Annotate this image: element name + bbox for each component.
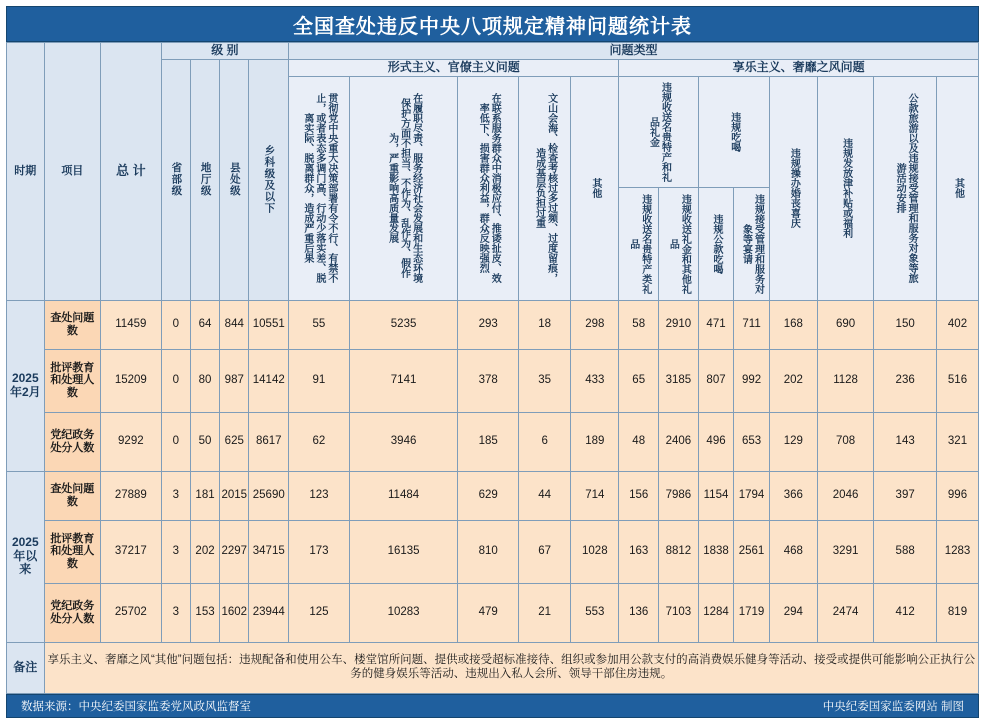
item-label: 党纪政务处分人数 [44, 412, 100, 471]
level-value: 3 [161, 471, 190, 520]
level-value: 34715 [249, 520, 289, 583]
table-row [7, 412, 979, 471]
total-value: 15209 [101, 349, 162, 412]
hedonism-value: 150 [874, 300, 937, 349]
hedonism-value: 294 [769, 583, 817, 642]
table-row [7, 520, 979, 583]
formalism-value: 298 [571, 300, 619, 349]
level-value: 3 [161, 520, 190, 583]
header-level-prefecture: 地厅级 [190, 59, 219, 300]
formalism-value: 55 [289, 300, 350, 349]
header-level-township: 乡科级及以下 [249, 59, 289, 300]
hedonism-value: 8812 [659, 520, 699, 583]
footer-bar [6, 694, 979, 718]
formalism-value: 91 [289, 349, 350, 412]
hedonism-value: 143 [874, 412, 937, 471]
header-hedonism-public-dining: 违规公款吃喝 [698, 187, 734, 300]
formalism-value: 185 [458, 412, 519, 471]
header-formalism-group: 形式主义、官僚主义问题 [289, 59, 619, 76]
header-hedonism-gifts-group: 违规收送名贵特产和礼品礼金 [619, 76, 698, 187]
level-value: 0 [161, 300, 190, 349]
header-hedonism-weddings: 违规操办婚丧喜庆 [769, 76, 817, 300]
formalism-value: 378 [458, 349, 519, 412]
hedonism-value: 236 [874, 349, 937, 412]
formalism-value: 189 [571, 412, 619, 471]
level-value: 8617 [249, 412, 289, 471]
header-item: 项目 [44, 43, 100, 301]
level-value: 50 [190, 412, 219, 471]
hedonism-value: 1128 [817, 349, 873, 412]
level-value: 0 [161, 412, 190, 471]
total-value: 25702 [101, 583, 162, 642]
hedonism-value: 496 [698, 412, 734, 471]
hedonism-value: 711 [734, 300, 770, 349]
item-label: 批评教育和处理人数 [44, 349, 100, 412]
chart-maker: 中央纪委国家监委网站 制图 [822, 700, 964, 713]
level-value: 14142 [249, 349, 289, 412]
hedonism-value: 1154 [698, 471, 734, 520]
total-value: 9292 [101, 412, 162, 471]
level-value: 1602 [220, 583, 249, 642]
level-value: 153 [190, 583, 219, 642]
header-formalism-col-3: 在联系服务群众中消极应付、推诿扯皮、效率低下、损害群众利益，群众反映强烈 [458, 76, 519, 300]
header-hedonism-travel: 公款旅游以及违规接受管理和服务对象等旅游活动安排 [874, 76, 937, 300]
hedonism-value: 202 [769, 349, 817, 412]
item-label: 查处问题数 [44, 300, 100, 349]
formalism-value: 714 [571, 471, 619, 520]
period-label-1: 2025年2月 [7, 300, 45, 471]
item-label: 批评教育和处理人数 [44, 520, 100, 583]
item-label: 党纪政务处分人数 [44, 583, 100, 642]
formalism-value: 67 [519, 520, 571, 583]
note-text: 享乐主义、奢靡之风“其他”问题包括：违规配备和使用公车、楼堂馆所问题、提供或接受超标准接待、组织或参加用公款支付的高消费娱乐健身等活动、接受或提供可能影响公正执行公务的健身娱乐等活动、违规出入私人会所、领导干部住房违规。 [44, 642, 978, 693]
hedonism-value: 397 [874, 471, 937, 520]
table-row [7, 583, 979, 642]
hedonism-value: 2910 [659, 300, 699, 349]
formalism-value: 44 [519, 471, 571, 520]
header-formalism-col-4: 文山会海、检查考核过多过频、过度留痕，造成基层负担过重 [519, 76, 571, 300]
level-value: 202 [190, 520, 219, 583]
hedonism-value: 136 [619, 583, 659, 642]
level-value: 64 [190, 300, 219, 349]
header-total: 总 计 [101, 43, 162, 301]
formalism-value: 810 [458, 520, 519, 583]
hedonism-value: 2561 [734, 520, 770, 583]
level-value: 181 [190, 471, 219, 520]
table-row [7, 349, 979, 412]
note-label: 备注 [7, 642, 45, 693]
hedonism-value: 7986 [659, 471, 699, 520]
hedonism-value: 1838 [698, 520, 734, 583]
level-value: 987 [220, 349, 249, 412]
hedonism-value: 163 [619, 520, 659, 583]
formalism-value: 553 [571, 583, 619, 642]
hedonism-value: 1794 [734, 471, 770, 520]
hedonism-value: 1284 [698, 583, 734, 642]
hedonism-value: 2046 [817, 471, 873, 520]
hedonism-value: 992 [734, 349, 770, 412]
table-row [7, 471, 979, 520]
formalism-value: 11484 [349, 471, 458, 520]
header-hedonism-other: 其他 [937, 76, 979, 300]
hedonism-value: 412 [874, 583, 937, 642]
formalism-value: 10283 [349, 583, 458, 642]
header-hedonism-gift-specialty: 违规收送名贵特产类礼品 [619, 187, 659, 300]
total-value: 27889 [101, 471, 162, 520]
formalism-value: 35 [519, 349, 571, 412]
hedonism-value: 168 [769, 300, 817, 349]
level-value: 0 [161, 349, 190, 412]
hedonism-value: 321 [937, 412, 979, 471]
hedonism-value: 996 [937, 471, 979, 520]
header-hedonism-allowances: 违规发放津补贴或福利 [817, 76, 873, 300]
formalism-value: 16135 [349, 520, 458, 583]
header-formalism-col-other: 其他 [571, 76, 619, 300]
hedonism-value: 471 [698, 300, 734, 349]
period-label-2: 2025年以来 [7, 471, 45, 642]
level-value: 23944 [249, 583, 289, 642]
formalism-value: 18 [519, 300, 571, 349]
level-value: 3 [161, 583, 190, 642]
hedonism-value: 588 [874, 520, 937, 583]
header-level-group: 级 别 [161, 43, 288, 60]
hedonism-value: 3291 [817, 520, 873, 583]
formalism-value: 293 [458, 300, 519, 349]
formalism-value: 123 [289, 471, 350, 520]
header-hedonism-group: 享乐主义、奢靡之风问题 [619, 59, 979, 76]
hedonism-value: 366 [769, 471, 817, 520]
level-value: 844 [220, 300, 249, 349]
statistics-table [6, 42, 979, 694]
header-hedonism-dining-group: 违规吃喝 [698, 76, 769, 187]
level-value: 625 [220, 412, 249, 471]
header-hedonism-banquet: 违规接受管理和服务对象等宴请 [734, 187, 770, 300]
hedonism-value: 690 [817, 300, 873, 349]
formalism-value: 433 [571, 349, 619, 412]
hedonism-value: 708 [817, 412, 873, 471]
total-value: 37217 [101, 520, 162, 583]
hedonism-value: 7103 [659, 583, 699, 642]
hedonism-value: 2474 [817, 583, 873, 642]
hedonism-value: 1719 [734, 583, 770, 642]
header-hedonism-gift-money: 违规收送礼金和其他礼品 [659, 187, 699, 300]
hedonism-value: 516 [937, 349, 979, 412]
hedonism-value: 48 [619, 412, 659, 471]
formalism-value: 3946 [349, 412, 458, 471]
hedonism-value: 65 [619, 349, 659, 412]
formalism-value: 479 [458, 583, 519, 642]
formalism-value: 21 [519, 583, 571, 642]
hedonism-value: 58 [619, 300, 659, 349]
level-value: 10551 [249, 300, 289, 349]
hedonism-value: 819 [937, 583, 979, 642]
hedonism-value: 129 [769, 412, 817, 471]
formalism-value: 5235 [349, 300, 458, 349]
page-title: 全国查处违反中央八项规定精神问题统计表 [6, 6, 979, 42]
total-value: 11459 [101, 300, 162, 349]
formalism-value: 173 [289, 520, 350, 583]
item-label: 查处问题数 [44, 471, 100, 520]
header-formalism-col-2: 在履职尽责、服务经济社会发展和生态环境保护方面不担当、不作为、乱作为、假作为，严重影响高质量发展 [349, 76, 458, 300]
hedonism-value: 1283 [937, 520, 979, 583]
header-formalism-col-1: 贯彻党中央重大决策部署有令不行、有禁不止，或者表态多调门高、行动少落实差、脱离实际、脱离群众，造成严重后果 [289, 76, 350, 300]
level-value: 80 [190, 349, 219, 412]
header-level-province: 省部级 [161, 59, 190, 300]
hedonism-value: 807 [698, 349, 734, 412]
formalism-value: 62 [289, 412, 350, 471]
formalism-value: 6 [519, 412, 571, 471]
table-row [7, 300, 979, 349]
hedonism-value: 3185 [659, 349, 699, 412]
level-value: 2015 [220, 471, 249, 520]
formalism-value: 125 [289, 583, 350, 642]
level-value: 2297 [220, 520, 249, 583]
formalism-value: 1028 [571, 520, 619, 583]
header-period: 时期 [7, 43, 45, 301]
header-level-county: 县处级 [220, 59, 249, 300]
data-source: 数据来源：中央纪委国家监委党风政风监督室 [21, 700, 251, 713]
formalism-value: 629 [458, 471, 519, 520]
hedonism-value: 156 [619, 471, 659, 520]
note-row [7, 642, 979, 693]
header-problem-type-group: 问题类型 [289, 43, 979, 60]
hedonism-value: 402 [937, 300, 979, 349]
hedonism-value: 2406 [659, 412, 699, 471]
hedonism-value: 653 [734, 412, 770, 471]
level-value: 25690 [249, 471, 289, 520]
formalism-value: 7141 [349, 349, 458, 412]
hedonism-value: 468 [769, 520, 817, 583]
